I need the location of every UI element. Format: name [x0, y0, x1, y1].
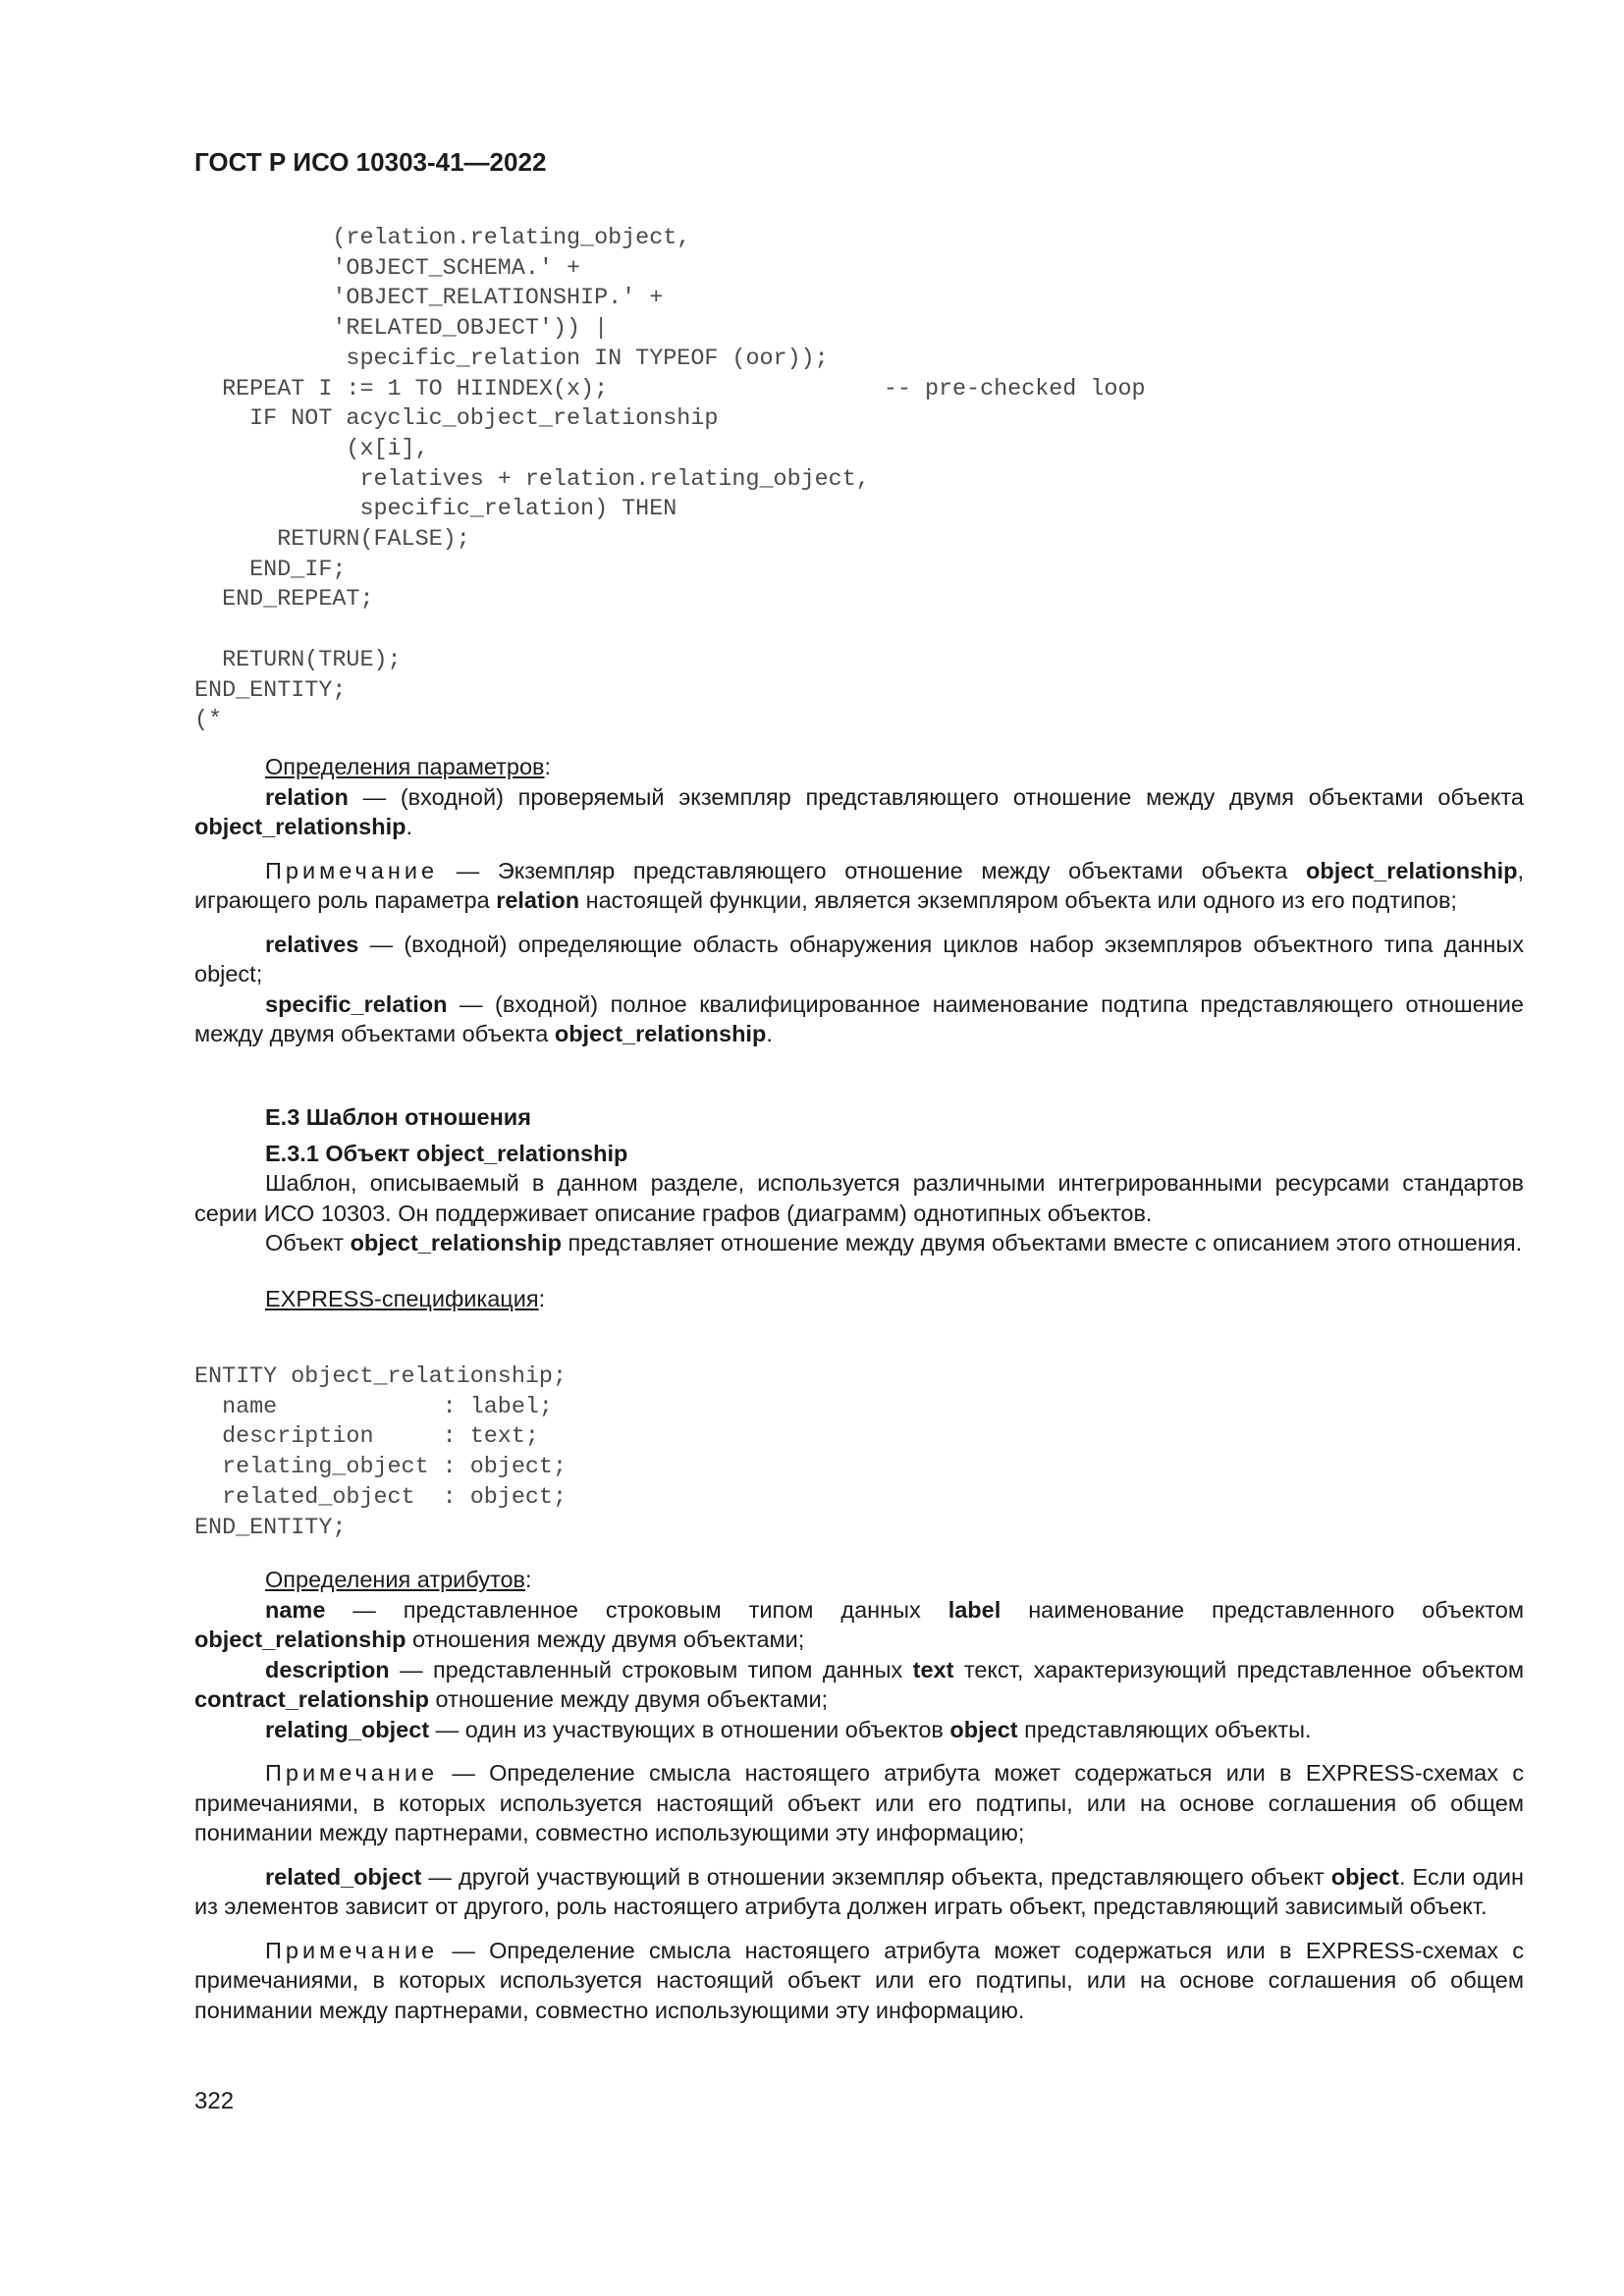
- note-relating-object: Примечание — Определение смысла настоящего атрибута может содержаться или в EXPRESS-схемах с примечаниями, в которых используется настоящий объект или его подтипы, или на основе соглашения об общем понимании между партнерами, совместно использующими эту информацию;: [194, 1760, 1524, 1845]
- note-relation: Примечание — Экземпляр представляющего отношение между объектами объекта object_relationship, играющего роль параметра relation настоящей функции, является экземпляром объекта или одного из его подтипов;: [194, 857, 1524, 913]
- term-name: name: [265, 1596, 326, 1623]
- section-heading-e3: Е.3 Шаблон отношения: [265, 1104, 531, 1130]
- parameters-heading: Определения параметров: [265, 754, 545, 779]
- note-label: Примечание: [265, 857, 439, 883]
- section-heading-e31: Е.3.1 Объект object_relationship: [265, 1140, 628, 1166]
- attributes-heading-line: Определения атрибутов:: [265, 1567, 532, 1592]
- param-relation: relation — (входной) проверяемый экземпляр представляющего отношение между двумя объектами объекта object_relationship.: [194, 783, 1524, 839]
- document-header: ГОСТ Р ИСО 10303-41—2022: [194, 147, 547, 177]
- param-specific-relation: specific_relation — (входной) полное квалифицированное наименование подтипа представляющего отношение между двумя объектами объекта object_relationship.: [194, 990, 1524, 1046]
- section-e3: [194, 1102, 1524, 1313]
- page-number: 322: [194, 2088, 235, 2114]
- term-specific-relation: specific_relation: [265, 990, 448, 1017]
- term-relation: relation: [265, 783, 349, 810]
- term-relatives: relatives: [265, 931, 359, 957]
- express-heading: EXPRESS-спецификация: [265, 1285, 539, 1311]
- section-paragraph-2: Объект object_relationship представляет отношение между двумя объектами вместе с описанием этого отношения.: [265, 1230, 1523, 1255]
- param-relatives: relatives — (входной) определяющие область обнаружения циклов набор экземпляров объектного типа данных object;: [194, 931, 1524, 987]
- attribute-definitions: [194, 1565, 1524, 2025]
- term-description: description: [265, 1656, 390, 1682]
- code-block-express-spec: ENTITY object_relationship; name : label; description : text; relating_object : object; related_object : object; END_ENTITY;: [194, 1364, 567, 1541]
- note-related-object: Примечание — Определение смысла настоящего атрибута может содержаться или в EXPRESS-схемах с примечаниями, в которых используется настоящий объект или его подтипы, или на основе соглашения об общем понимании между партнерами, совместно использующими эту информацию.: [194, 1937, 1524, 2023]
- parameters-heading-line: Определения параметров:: [265, 754, 552, 779]
- section-paragraph-1: Шаблон, описываемый в данном разделе, используется различными интегрированными ресурсами стандартов серии ИСО 10303. Он поддерживает описание графов (диаграмм) однотипных объектов.: [194, 1170, 1524, 1226]
- attributes-heading: Определения атрибутов: [265, 1567, 526, 1592]
- note-label: Примечание: [265, 1937, 439, 1963]
- code-block-function-end: (relation.relating_object, 'OBJECT_SCHEMA.' + 'OBJECT_RELATIONSHIP.' + 'RELATED_OBJECT')) | specific_relation IN TYPEOF (oor)); REPEAT I := 1 TO HIINDEX(x); -- pre-checked loop IF NOT acyclic_object_relationship (x[i], relatives + relation.relating_object, specific_relation) THEN RETURN(FALSE); END_IF; END_REPEAT; RETURN(TRUE); END_ENTITY; (*: [194, 226, 1146, 734]
- attr-related-object: related_object — другой участвующий в отношении экземпляр объекта, представляющего объект object. Если один из элементов зависит от другого, роль настоящего атрибута должен играть объект, представляющий зависимый объект.: [194, 1863, 1524, 1919]
- attr-relating-object: relating_object — один из участвующих в отношении объектов object представляющих объекты.: [265, 1716, 1312, 1742]
- parameter-definitions: [194, 752, 1524, 1049]
- express-heading-line: EXPRESS-спецификация:: [265, 1285, 546, 1311]
- term-related-object: related_object: [265, 1863, 422, 1890]
- attr-description: description — представленный строковым типом данных text текст, характеризующий представленное объектом contract_relationship отношение между двумя объектами;: [194, 1656, 1524, 1712]
- term-relating-object: relating_object: [265, 1716, 430, 1742]
- attr-name: name — представленное строковым типом данных label наименование представленного объектом object_relationship отношения между двумя объектами;: [194, 1596, 1525, 1652]
- note-label: Примечание: [265, 1760, 439, 1786]
